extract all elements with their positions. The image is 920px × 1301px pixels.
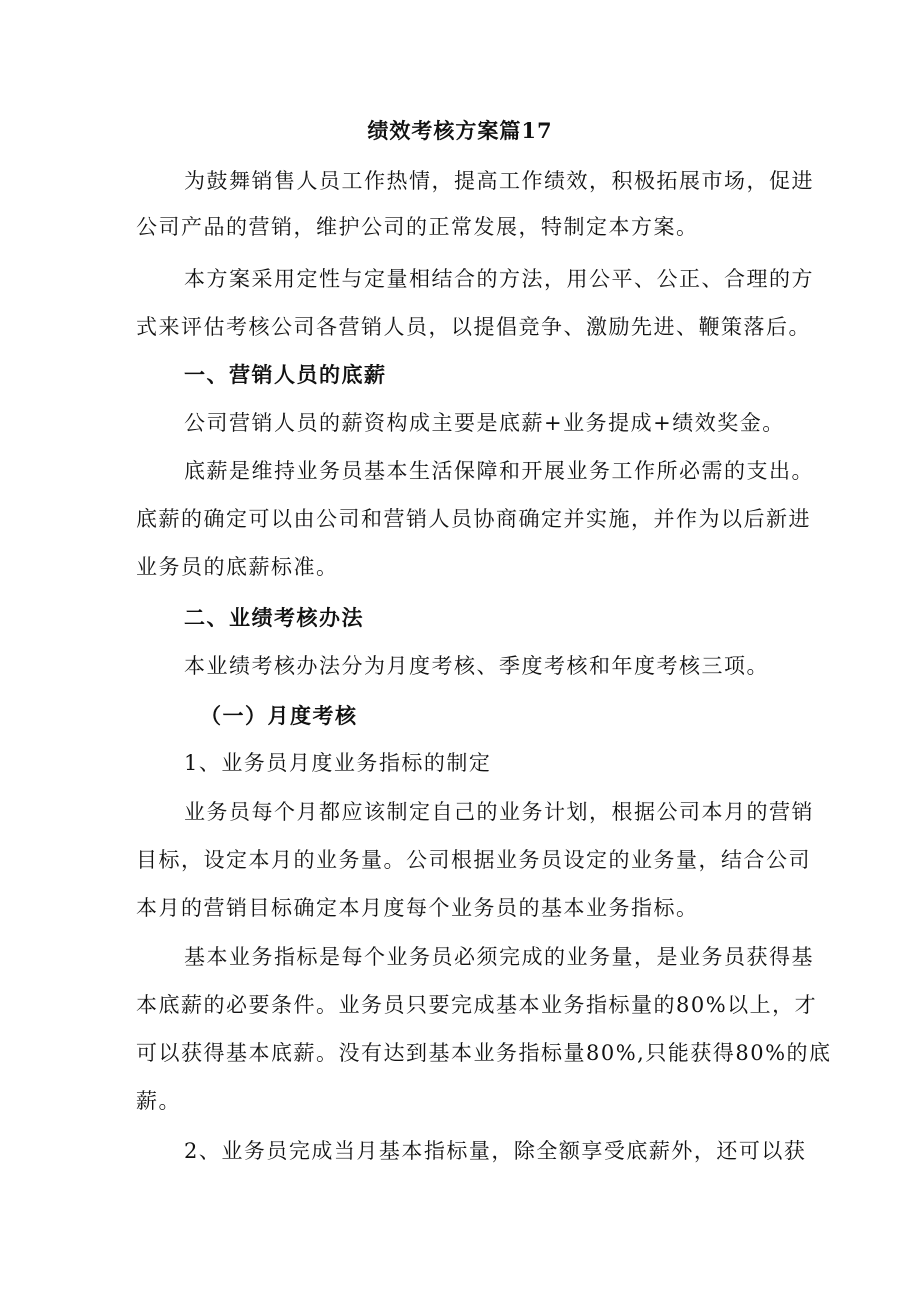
paragraph-line: 本底薪的必要条件。业务员只要完成基本业务指标量的80%以上，才 bbox=[136, 993, 818, 1017]
paragraph-line: 基本业务指标是每个业务员必须完成的业务量，是业务员获得基 bbox=[184, 945, 814, 969]
paragraph-line: 业务员的底薪标准。 bbox=[136, 555, 339, 579]
paragraph-line: 公司产品的营销，维护公司的正常发展，特制定本方案。 bbox=[136, 215, 699, 239]
paragraph-line: 薪。 bbox=[136, 1089, 181, 1113]
paragraph-line: 本方案采用定性与定量相结合的方法，用公平、公正、合理的方 bbox=[184, 267, 814, 291]
paragraph-line: 可以获得基本底薪。没有达到基本业务指标量80%,只能获得80%的底 bbox=[136, 1041, 832, 1065]
subsection-heading: （一）月度考核 bbox=[200, 703, 358, 728]
paragraph-line: 目标，设定本月的业务量。公司根据业务员设定的业务量，结合公司 bbox=[136, 848, 811, 872]
item-heading: 1、业务员月度业务指标的制定 bbox=[184, 751, 492, 775]
paragraph-line: 底薪的确定可以由公司和营销人员协商确定并实施，并作为以后新进 bbox=[136, 507, 811, 531]
section-heading: 一、营销人员的底薪 bbox=[184, 362, 387, 387]
paragraph-line: 业务员每个月都应该制定自己的业务计划，根据公司本月的营销 bbox=[184, 800, 814, 824]
section-heading: 二、业绩考核办法 bbox=[184, 605, 364, 630]
item-heading: 2、业务员完成当月基本指标量，除全额享受底薪外，还可以获 bbox=[184, 1139, 807, 1163]
paragraph-line: 公司营销人员的薪资构成主要是底薪+业务提成+绩效奖金。 bbox=[184, 411, 785, 435]
paragraph-line: 为鼓舞销售人员工作热情，提高工作绩效，积极拓展市场，促进 bbox=[184, 169, 814, 193]
paragraph-line: 本月的营销目标确定本月度每个业务员的基本业务指标。 bbox=[136, 896, 699, 920]
paragraph-line: 底薪是维持业务员基本生活保障和开展业务工作所必需的支出。 bbox=[184, 459, 814, 483]
paragraph-line: 式来评估考核公司各营销人员，以提倡竞争、激励先进、鞭策落后。 bbox=[136, 315, 811, 339]
paragraph-line: 本业绩考核办法分为月度考核、季度考核和年度考核三项。 bbox=[184, 654, 769, 678]
document-title: 绩效考核方案篇17 bbox=[367, 118, 553, 143]
